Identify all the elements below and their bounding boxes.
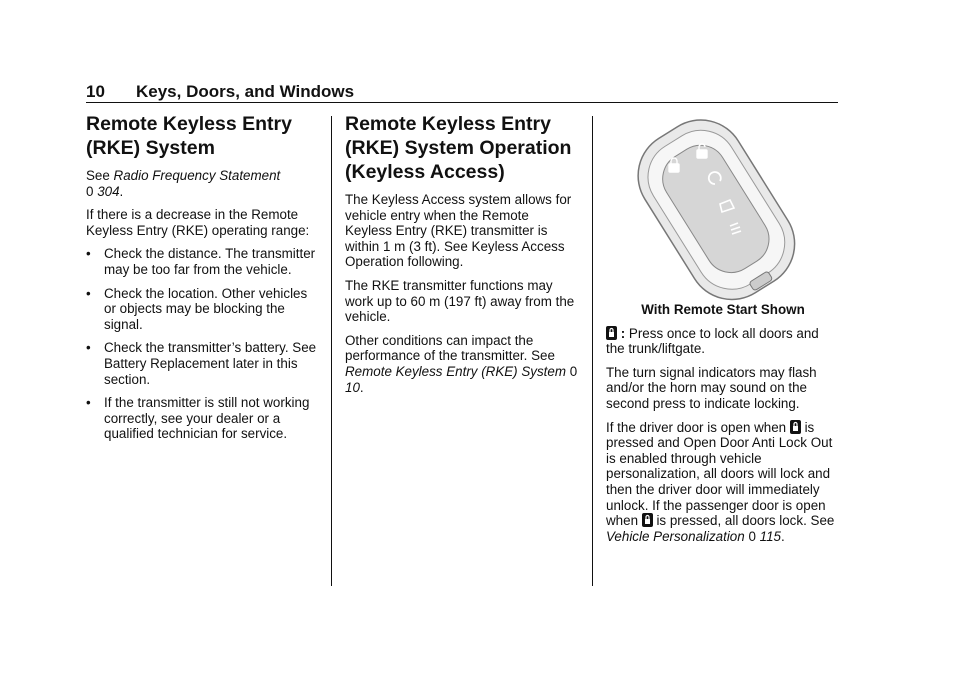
list-item [86,246,320,277]
lock-desc: Press once to lock all doors and the trunk/liftgate. [606,325,819,357]
key-fob-illustration [622,112,812,302]
anti-lockout-paragraph [606,420,840,545]
figure-caption: With Remote Start Shown [641,302,805,317]
vehicle-personalization-link[interactable]: Vehicle Personalization [606,528,745,544]
column-divider-1 [331,116,332,586]
anti-lockout-end: . [780,528,785,544]
lock-icon [790,420,801,434]
anti-lockout-text-c: is pressed, all doors lock. See [652,513,835,529]
page-ref-symbol: 0 [569,363,578,379]
bullet-symbol: • [86,285,91,301]
page-number: 10 [86,82,105,101]
page-ref-115[interactable]: 115 [759,528,781,544]
lock-button-description [606,326,840,357]
list-item-text: Check the location. Other vehicles or objects may be blocking the signal. [104,285,308,332]
anti-lockout-text-a: If the driver door is open when [606,419,790,435]
page-ref-symbol: 0 [748,528,756,544]
anti-lockout-text-b: is pressed and Open Door Anti Lock Out is enabled through vehicle personalization, all doors will lock and then the driver door will immediately unlock. If the passenger door is open when [606,419,833,529]
list-item [86,286,320,333]
list-item [86,395,320,442]
column-1 [86,112,320,450]
list-item [86,340,320,387]
radio-frequency-link[interactable]: Radio Frequency Statement [113,168,281,183]
lock-colon: : [617,325,629,341]
conditions-text: Other conditions can impact the performance of the transmitter. See [345,332,555,364]
page-ref-304[interactable]: 304 [97,183,120,199]
page-header [86,82,838,102]
column-divider-2 [592,116,593,586]
bullet-symbol: • [86,246,91,262]
rke-system-link[interactable]: Remote Keyless Entry (RKE) System [345,363,567,379]
conditions-paragraph [345,333,579,395]
header-rule [86,102,838,103]
turn-signal-paragraph: The turn signal indicators may flash and/or the horn may sound on the second press to indicate locking. [606,364,817,411]
page-ref-10[interactable]: 10 [345,379,360,395]
list-item-text: Check the distance. The transmitter may be too far from the vehicle. [104,246,316,277]
section-title: Keys, Doors, and Windows [136,82,355,101]
keyless-access-paragraph: The Keyless Access system allows for vehicle entry when the Remote Keyless Entry (RKE) transmitter is within 1 m (3 ft). See Keyless Access Operation following. [345,192,572,270]
lock-icon [642,513,653,527]
see-reference [86,168,320,199]
list-item-text: If the transmitter is still not working correctly, see your dealer or a qualified technician for service. [104,395,310,442]
page-ref-symbol: 0 [86,183,94,199]
bullet-symbol: • [86,395,91,411]
rke-operation-heading: Remote Keyless Entry (RKE) System Operation (Keyless Access) [345,113,572,183]
see-prefix: See [86,168,114,183]
conditions-end: . [359,379,364,395]
range-intro: If there is a decrease in the Remote Keyless Entry (RKE) operating range: [86,207,310,238]
list-item-text: Check the transmitter’s battery. See Battery Replacement later in this section. [104,340,317,387]
column-2 [345,112,579,403]
see-end: . [119,183,124,199]
range-paragraph: The RKE transmitter functions may work up to 60 m (197 ft) away from the vehicle. [345,277,575,325]
lock-icon [606,326,617,340]
column-3 [606,112,840,552]
bullet-symbol: • [86,340,91,356]
rke-system-heading: Remote Keyless Entry (RKE) System [86,113,292,159]
